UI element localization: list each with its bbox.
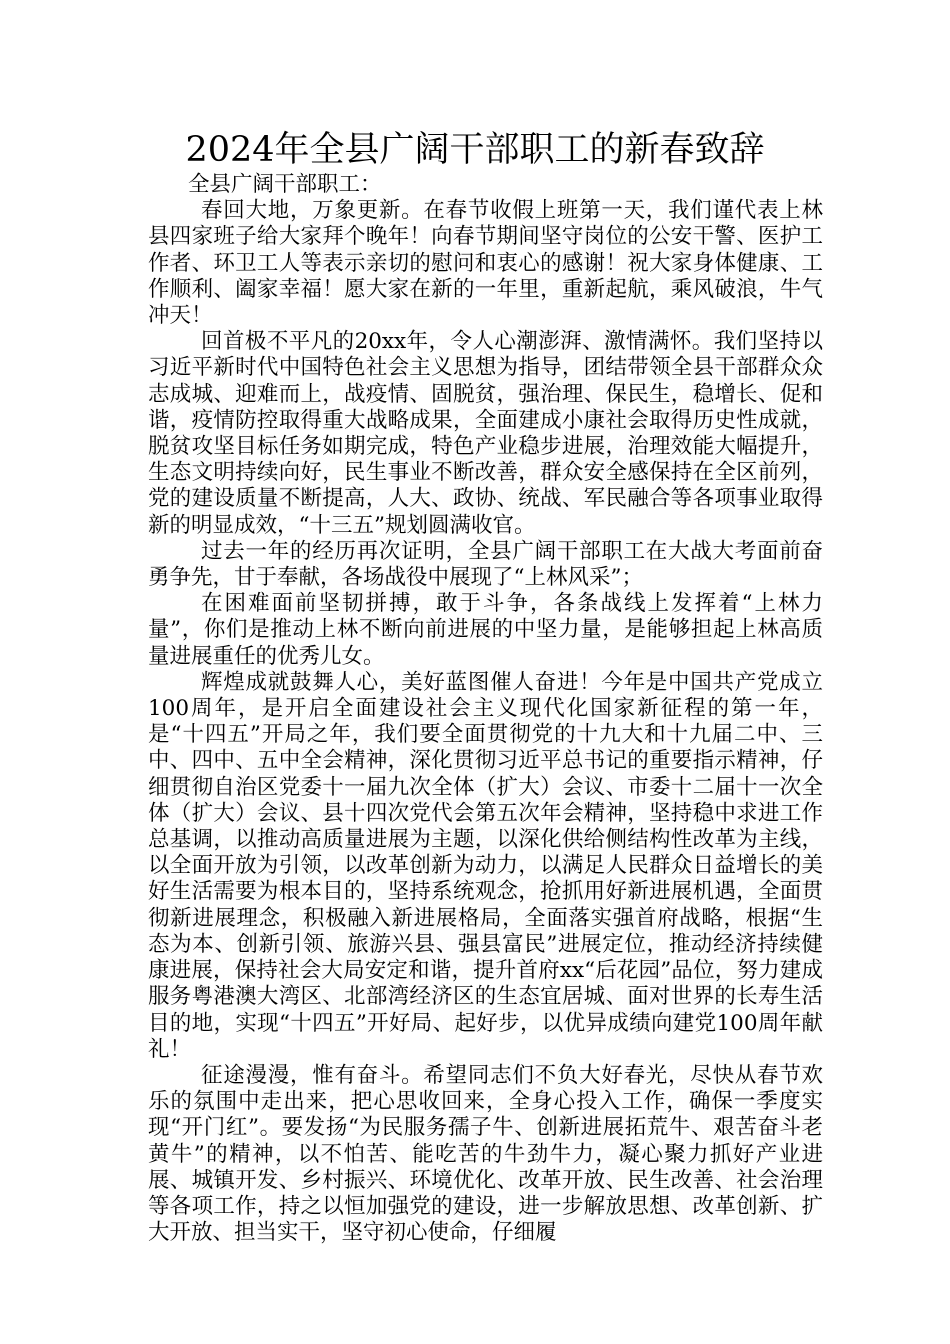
paragraph-proof: 过去一年的经历再次证明，全县广阔干部职工在大战大考面前奋勇争先，甘于奉献，各场战役中展现了“上林风采”； [148,538,823,591]
document-title: 2024年全县广阔干部职工的新春致辞 [185,130,765,170]
paragraph-journey: 征途漫漫，惟有奋斗。希望同志们不负大好春光，尽快从春节欢乐的氛围中走出来，把心思收回来，全身心投入工作，确保一季度实现“开门红”。要发扬“为民服务孺子牛、创新进展拓荒牛、艰苦奋斗老黄牛”的精神，以不怕苦、能吃苦的牛劲牛力，凝心聚力抓好产业进展、城镇开发、乡村振兴、环境优化、改革开放、民生改善、社会治理等各项工作，持之以恒加强党的建设，进一步解放思想、改革创新、扩大开放、担当实干，坚守初心使命，仔细履 [148,1062,823,1246]
paragraph-greeting: 春回大地，万象更新。在春节收假上班第一天，我们谨代表上林县四家班子给大家拜个晚年！向春节期间坚守岗位的公安干警、医护工作者、环卫工人等表示亲切的慰问和衷心的感谢！祝大家身体健康、工作顺利、阖家幸福！愿大家在新的一年里，重新起航，乘风破浪，牛气冲天！ [148,198,823,329]
paragraph-blueprint: 辉煌成就鼓舞人心，美好蓝图催人奋进！今年是中国共产党成立100周年，是开启全面建设社会主义现代化国家新征程的第一年，是“十四五”开局之年，我们要全面贯彻党的十九大和十九届二中、三中、四中、五中全会精神，深化贯彻习近平总书记的重要指示精神，仔细贯彻自治区党委十一届九次全体（扩大）会议、市委十二届十一次全体（扩大）会议、县十四次党代会第五次年会精神，坚持稳中求进工作总基调，以推动高质量进展为主题，以深化供给侧结构性改革为主线，以全面开放为引领，以改革创新为动力，以满足人民群众日益增长的美好生活需要为根本目的，坚持系统观念，抢抓用好新进展机遇，全面贯彻新进展理念，积极融入新进展格局，全面落实强首府战略，根据“生态为本、创新引领、旅游兴县、强县富民”进展定位，推动经济持续健康进展，保持社会大局安定和谐，提升首府xx“后花园”品位，努力建成服务粤港澳大湾区、北部湾经济区的生态宜居城、面对世界的长寿生活目的地，实现“十四五”开好局、起好步，以优异成绩向建党100周年献礼！ [148,669,823,1062]
document-body [148,172,823,1246]
paragraph-strength: 在困难面前坚韧拼搏，敢于斗争，各条战线上发挥着“上林力量”，你们是推动上林不断向前进展的中坚力量，是能够担起上林高质量进展重任的优秀儿女。 [148,591,823,669]
paragraph-review: 回首极不平凡的20xx年，令人心潮澎湃、激情满怀。我们坚持以习近平新时代中国特色社会主义思想为指导，团结带领全县干部群众众志成城、迎难而上，战疫情、固脱贫，强治理、保民生，稳增长、促和谐，疫情防控取得重大战略成果，全面建成小康社会取得历史性成就，脱贫攻坚目标任务如期完成，特色产业稳步进展，治理效能大幅提升，生态文明持续向好，民生事业不断改善，群众安全感保持在全区前列，党的建设质量不断提高，人大、政协、统战、军民融合等各项事业取得新的明显成效，“十三五”规划圆满收官。 [148,329,823,538]
salutation: 全县广阔干部职工： [188,172,382,197]
